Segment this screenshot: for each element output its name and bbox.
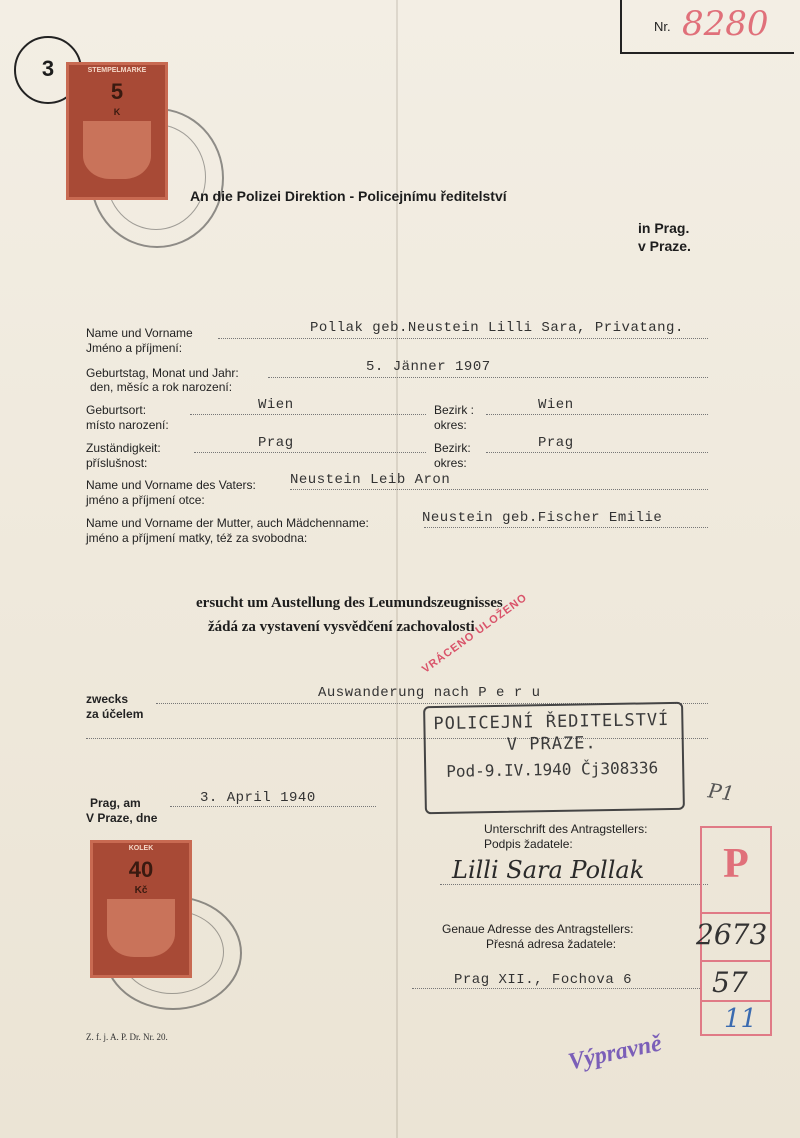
- police-stamp-line3: Pod-9.IV.1940 Čj308336: [446, 758, 659, 781]
- birthplace-label-de: Geburtsort:: [86, 403, 147, 417]
- addressee-line: An die Polizei Direktion - Policejnímu ředitelství: [190, 188, 507, 204]
- stamp-caption-bottom: KOLEK: [128, 845, 154, 852]
- jurisdiction-label-de: Zuständigkeit:: [86, 441, 161, 455]
- revenue-stamp-top: [66, 62, 168, 200]
- address-label-cs: Přesná adresa žadatele:: [486, 937, 617, 951]
- birthdate-line: [268, 377, 708, 378]
- police-directorate-stamp: [423, 702, 685, 815]
- number-box: [620, 0, 794, 54]
- name-line: [218, 338, 708, 339]
- father-value: Neustein Leib Aron: [290, 472, 451, 488]
- lion-emblem-icon: [83, 121, 151, 179]
- stamp-unit-bottom: Kč: [134, 885, 148, 896]
- jurisdiction-label-cs: příslušnost:: [86, 456, 148, 470]
- place-date-label-cs: V Praze, dne: [86, 811, 158, 825]
- place-date-value: 3. April 1940: [200, 790, 316, 806]
- registry-divider: [702, 912, 770, 914]
- page-fold: [396, 0, 398, 1138]
- birthdate-value: 5. Jänner 1907: [366, 359, 491, 375]
- signature-label-cs: Podpis žadatele:: [484, 837, 573, 851]
- stamp-unit: K: [113, 107, 121, 117]
- police-stamp-line2: V PRAZE.: [506, 733, 597, 755]
- registry-number-1: 2673: [696, 918, 768, 951]
- mother-value: Neustein geb.Fischer Emilie: [422, 510, 663, 526]
- returned-overstamp: VRÁCENO ULOŽENO: [420, 591, 530, 676]
- addressee-city-cs: v Praze.: [638, 238, 691, 254]
- birthplace-line: [190, 414, 426, 415]
- registry-letter: P: [723, 841, 749, 887]
- form-number: 3: [41, 56, 55, 81]
- mother-label-de: Name und Vorname der Mutter, auch Mädchenname:: [86, 516, 369, 530]
- dispatched-stamp: Výpravně: [566, 1030, 664, 1076]
- jurisdiction-line: [194, 452, 426, 453]
- nr-label: Nr.: [654, 19, 671, 34]
- jurisdiction-value: Prag: [258, 435, 294, 451]
- purpose-value: Auswanderung nach P e r u: [318, 685, 541, 701]
- lion-emblem-icon: [107, 899, 175, 957]
- birthdate-label-de: Geburtstag, Monat und Jahr:: [86, 366, 239, 380]
- place-date-label-de: Prag, am: [90, 796, 141, 810]
- registry-number-3: 11: [724, 1004, 758, 1034]
- district2-label-de: Bezirk:: [434, 441, 471, 455]
- place-date-line: [170, 806, 376, 807]
- signature-value: Lilli Sara Pollak: [452, 856, 645, 884]
- birthplace-value: Wien: [258, 397, 294, 413]
- police-stamp-line1: POLICEJNÍ ŘEDITELSTVÍ: [433, 709, 670, 735]
- district-line: [486, 414, 708, 415]
- mother-label-cs: jméno a příjmení matky, též za svobodna:: [86, 531, 308, 545]
- mother-line: [424, 527, 708, 528]
- district2-line: [486, 452, 708, 453]
- father-line: [290, 489, 708, 490]
- request-line-de: ersucht um Austellung des Leumundszeugnisses: [196, 595, 503, 611]
- district-value: Wien: [538, 397, 574, 413]
- district-label-de: Bezirk :: [434, 403, 475, 417]
- purpose-label-cs: za účelem: [86, 707, 144, 721]
- revenue-stamp-bottom: [90, 840, 192, 978]
- addressee-city-de: in Prag.: [638, 220, 690, 236]
- father-label-de: Name und Vorname des Vaters:: [86, 478, 256, 492]
- birthplace-label-cs: místo narození:: [86, 418, 169, 432]
- address-value: Prag XII., Fochova 6: [454, 972, 633, 988]
- registry-side-box: [696, 826, 772, 1036]
- district2-value: Prag: [538, 435, 574, 451]
- registry-number-2: 57: [712, 966, 748, 999]
- name-label-de: Name und Vorname: [86, 326, 193, 340]
- stamp-value-bottom: 40: [128, 857, 154, 882]
- signature-label-de: Unterschrift des Antragstellers:: [484, 822, 648, 836]
- birthdate-label-cs: den, měsíc a rok narození:: [90, 380, 233, 394]
- name-label-cs: Jméno a příjmení:: [86, 341, 183, 355]
- footer-form-code: Z. f. j. A. P. Dr. Nr. 20.: [86, 1032, 168, 1042]
- district2-label-cs: okres:: [434, 456, 467, 470]
- nr-value: 8280: [682, 4, 769, 44]
- registry-divider: [702, 1000, 770, 1002]
- father-label-cs: jméno a příjmení otce:: [86, 493, 205, 507]
- name-value: Pollak geb.Neustein Lilli Sara, Privatang.: [310, 320, 684, 336]
- signature-line: [440, 884, 708, 885]
- request-line-cs: žádá za vystavení vysvědčení zachovalosti: [208, 619, 475, 635]
- top-right-note: P1: [706, 778, 736, 806]
- purpose-label-de: zwecks: [86, 692, 129, 706]
- district-label-cs: okres:: [434, 418, 467, 432]
- address-line: [412, 988, 700, 989]
- stamp-value: 5: [110, 79, 124, 104]
- registry-divider: [702, 960, 770, 962]
- address-label-de: Genaue Adresse des Antragstellers:: [442, 922, 634, 936]
- stamp-caption: STEMPELMARKE: [87, 67, 147, 74]
